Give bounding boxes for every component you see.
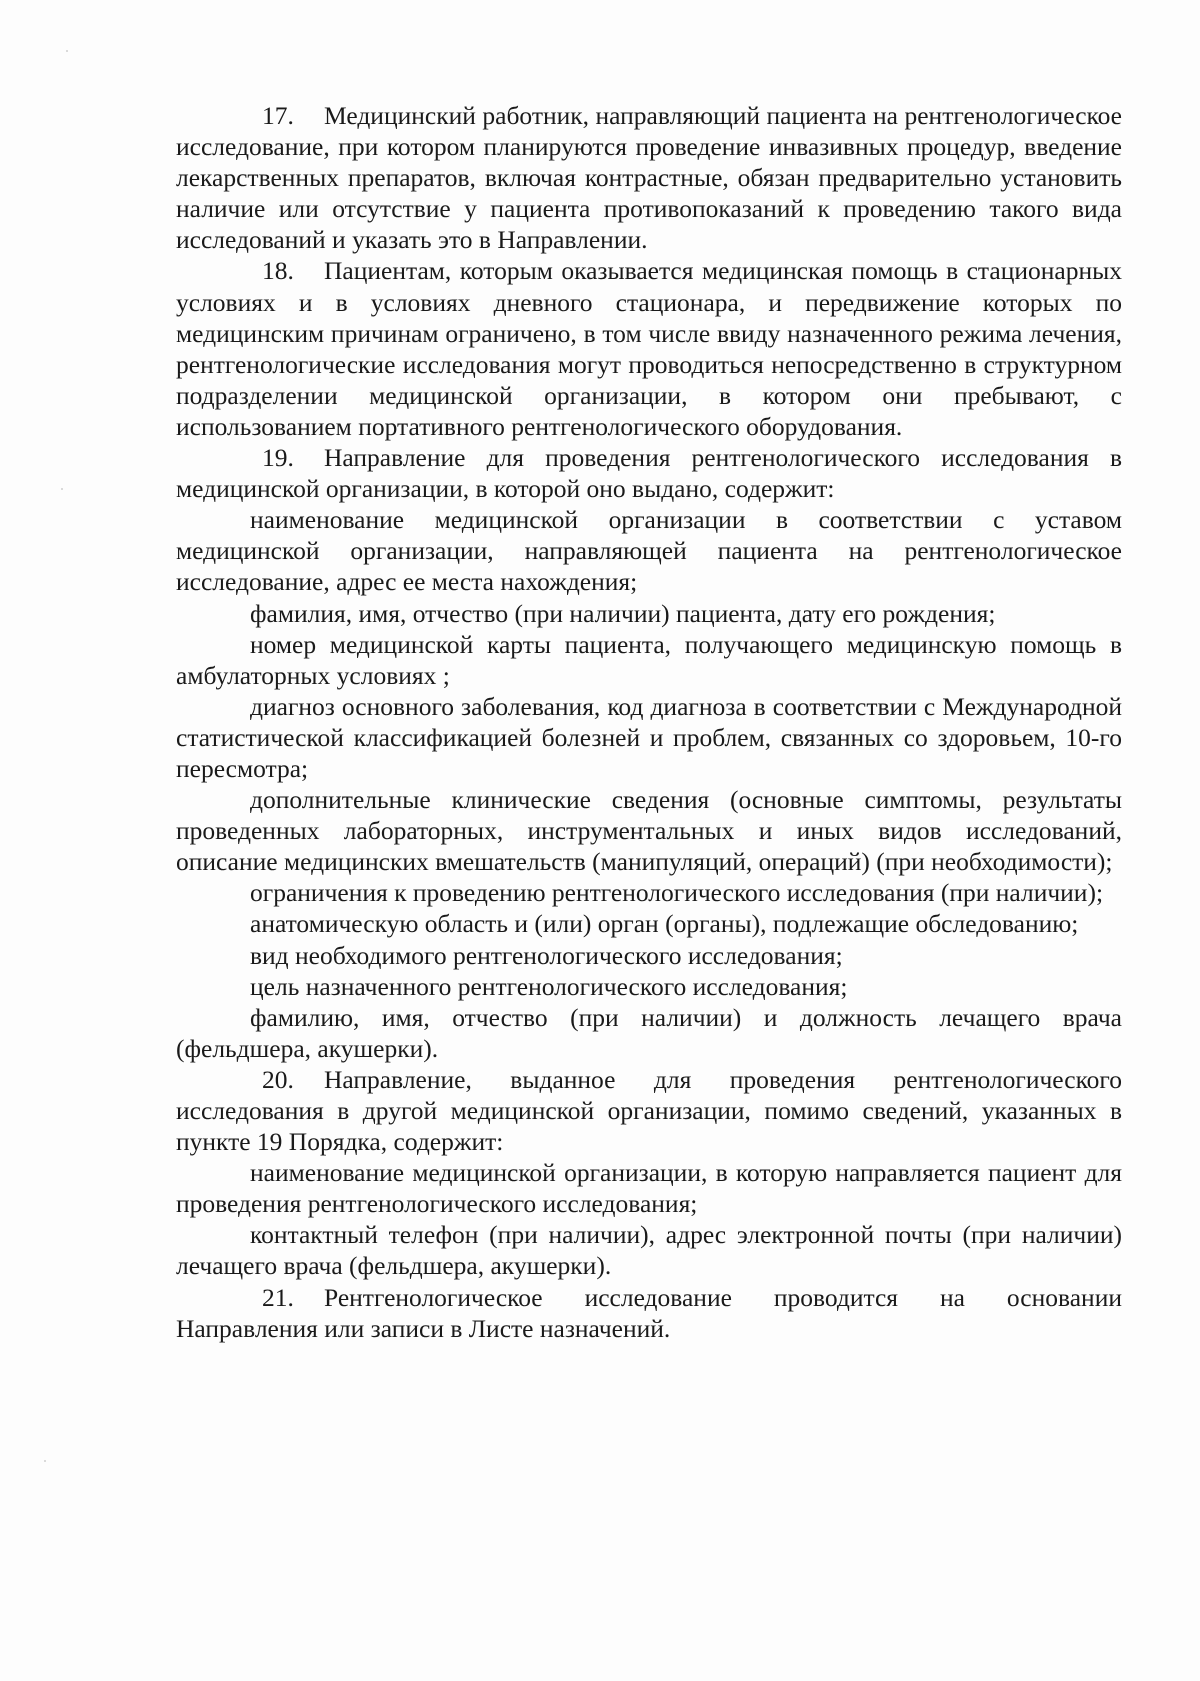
paragraph-21 — [176, 1282, 1122, 1344]
list-item-patient-name: фамилия, имя, отчество (при наличии) пациента, дату его рождения; — [250, 598, 996, 628]
list-item-doctor: фамилию, имя, отчество (при наличии) и должность лечащего врача (фельдшера, акушерки). — [176, 1002, 1122, 1063]
list-item-anatomical-area: анатомическую область и (или) орган (органы), подлежащие обследованию; — [250, 909, 1079, 939]
paragraph-number: 17. — [262, 101, 294, 130]
list-item-medical-card: номер медицинской карты пациента, получающего медицинскую помощь в амбулаторных условиях ; — [176, 629, 1122, 690]
paragraph-17 — [176, 100, 1122, 255]
list-item-contacts: контактный телефон (при наличии), адрес электронной почты (при наличии) лечащего врача (фельдшера, акушерки). — [176, 1220, 1122, 1281]
list-item-diagnosis: диагноз основного заболевания, код диагноза в соответствии с Международной статистической классификацией болезней и проблем, связанных со здоровьем, 10-го пересмотра; — [176, 691, 1122, 783]
paragraph-text: Направление для проведения рентгенологического исследования в медицинской организации, в которой оно выдано, содержит: — [176, 443, 1122, 504]
scan-speck — [66, 50, 68, 52]
list-item-target-organization: наименование медицинской организации, в которую направляется пациент для проведения рентгенологического исследования; — [176, 1158, 1122, 1219]
list-item-clinical-info: дополнительные клинические сведения (основные симптомы, результаты проведенных лабораторных, инструментальных и иных видов исследований, описание медицинских вмешательств (манипуляций, операций) (при необходимости); — [176, 785, 1122, 877]
paragraph-number: 21. — [262, 1282, 294, 1312]
paragraph-text: Пациентам, которым оказывается медицинская помощь в стационарных условиях и в условиях дневного стационара, и передвижение которых по медицинским причинам ограничено, в том числе ввиду назначенного режима лечения, рентгенологические исследования могут проводиться непосредственно в структурном подразделении медицинской организации, в котором они пребывают, с использованием портативного рентгенологического оборудования. — [176, 256, 1122, 441]
document-body — [176, 100, 1122, 1344]
paragraph-number: 20. — [262, 1064, 294, 1094]
list-item-study-type: вид необходимого рентгенологического исследования; — [250, 940, 843, 970]
list-item-restrictions: ограничения к проведению рентгенологического исследования (при наличии); — [250, 878, 1104, 908]
paragraph-number: 19. — [262, 443, 294, 473]
list-item-study-goal: цель назначенного рентгенологического исследования; — [250, 971, 848, 1001]
paragraph-19 — [176, 442, 1122, 504]
scan-speck — [44, 1460, 46, 1462]
paragraph-text: Рентгенологическое исследование проводится на основании Направления или записи в Листе назначений. — [176, 1282, 1122, 1343]
scan-speck — [61, 488, 63, 490]
list-item-organization-name: наименование медицинской организации в соответствии с уставом медицинской организации, направляющей пациента на рентгенологическое исследование, адрес ее места нахождения; — [176, 505, 1122, 597]
paragraph-number: 18. — [262, 256, 294, 286]
paragraph-20 — [176, 1064, 1122, 1157]
paragraph-text: Медицинский работник, направляющий пациента на рентгенологическое исследование, при котором планируются проведение инвазивных процедур, введение лекарственных препаратов, включая контрастные, обязан предварительно установить наличие или отсутствие у пациента противопоказаний к проведению такого вида исследований и указать это в Направлении. — [176, 101, 1122, 255]
paragraph-text: Направление, выданное для проведения рентгенологического исследования в другой медицинской организации, помимо сведений, указанных в пункте 19 Порядка, содержит: — [176, 1064, 1122, 1157]
paragraph-18 — [176, 255, 1122, 442]
